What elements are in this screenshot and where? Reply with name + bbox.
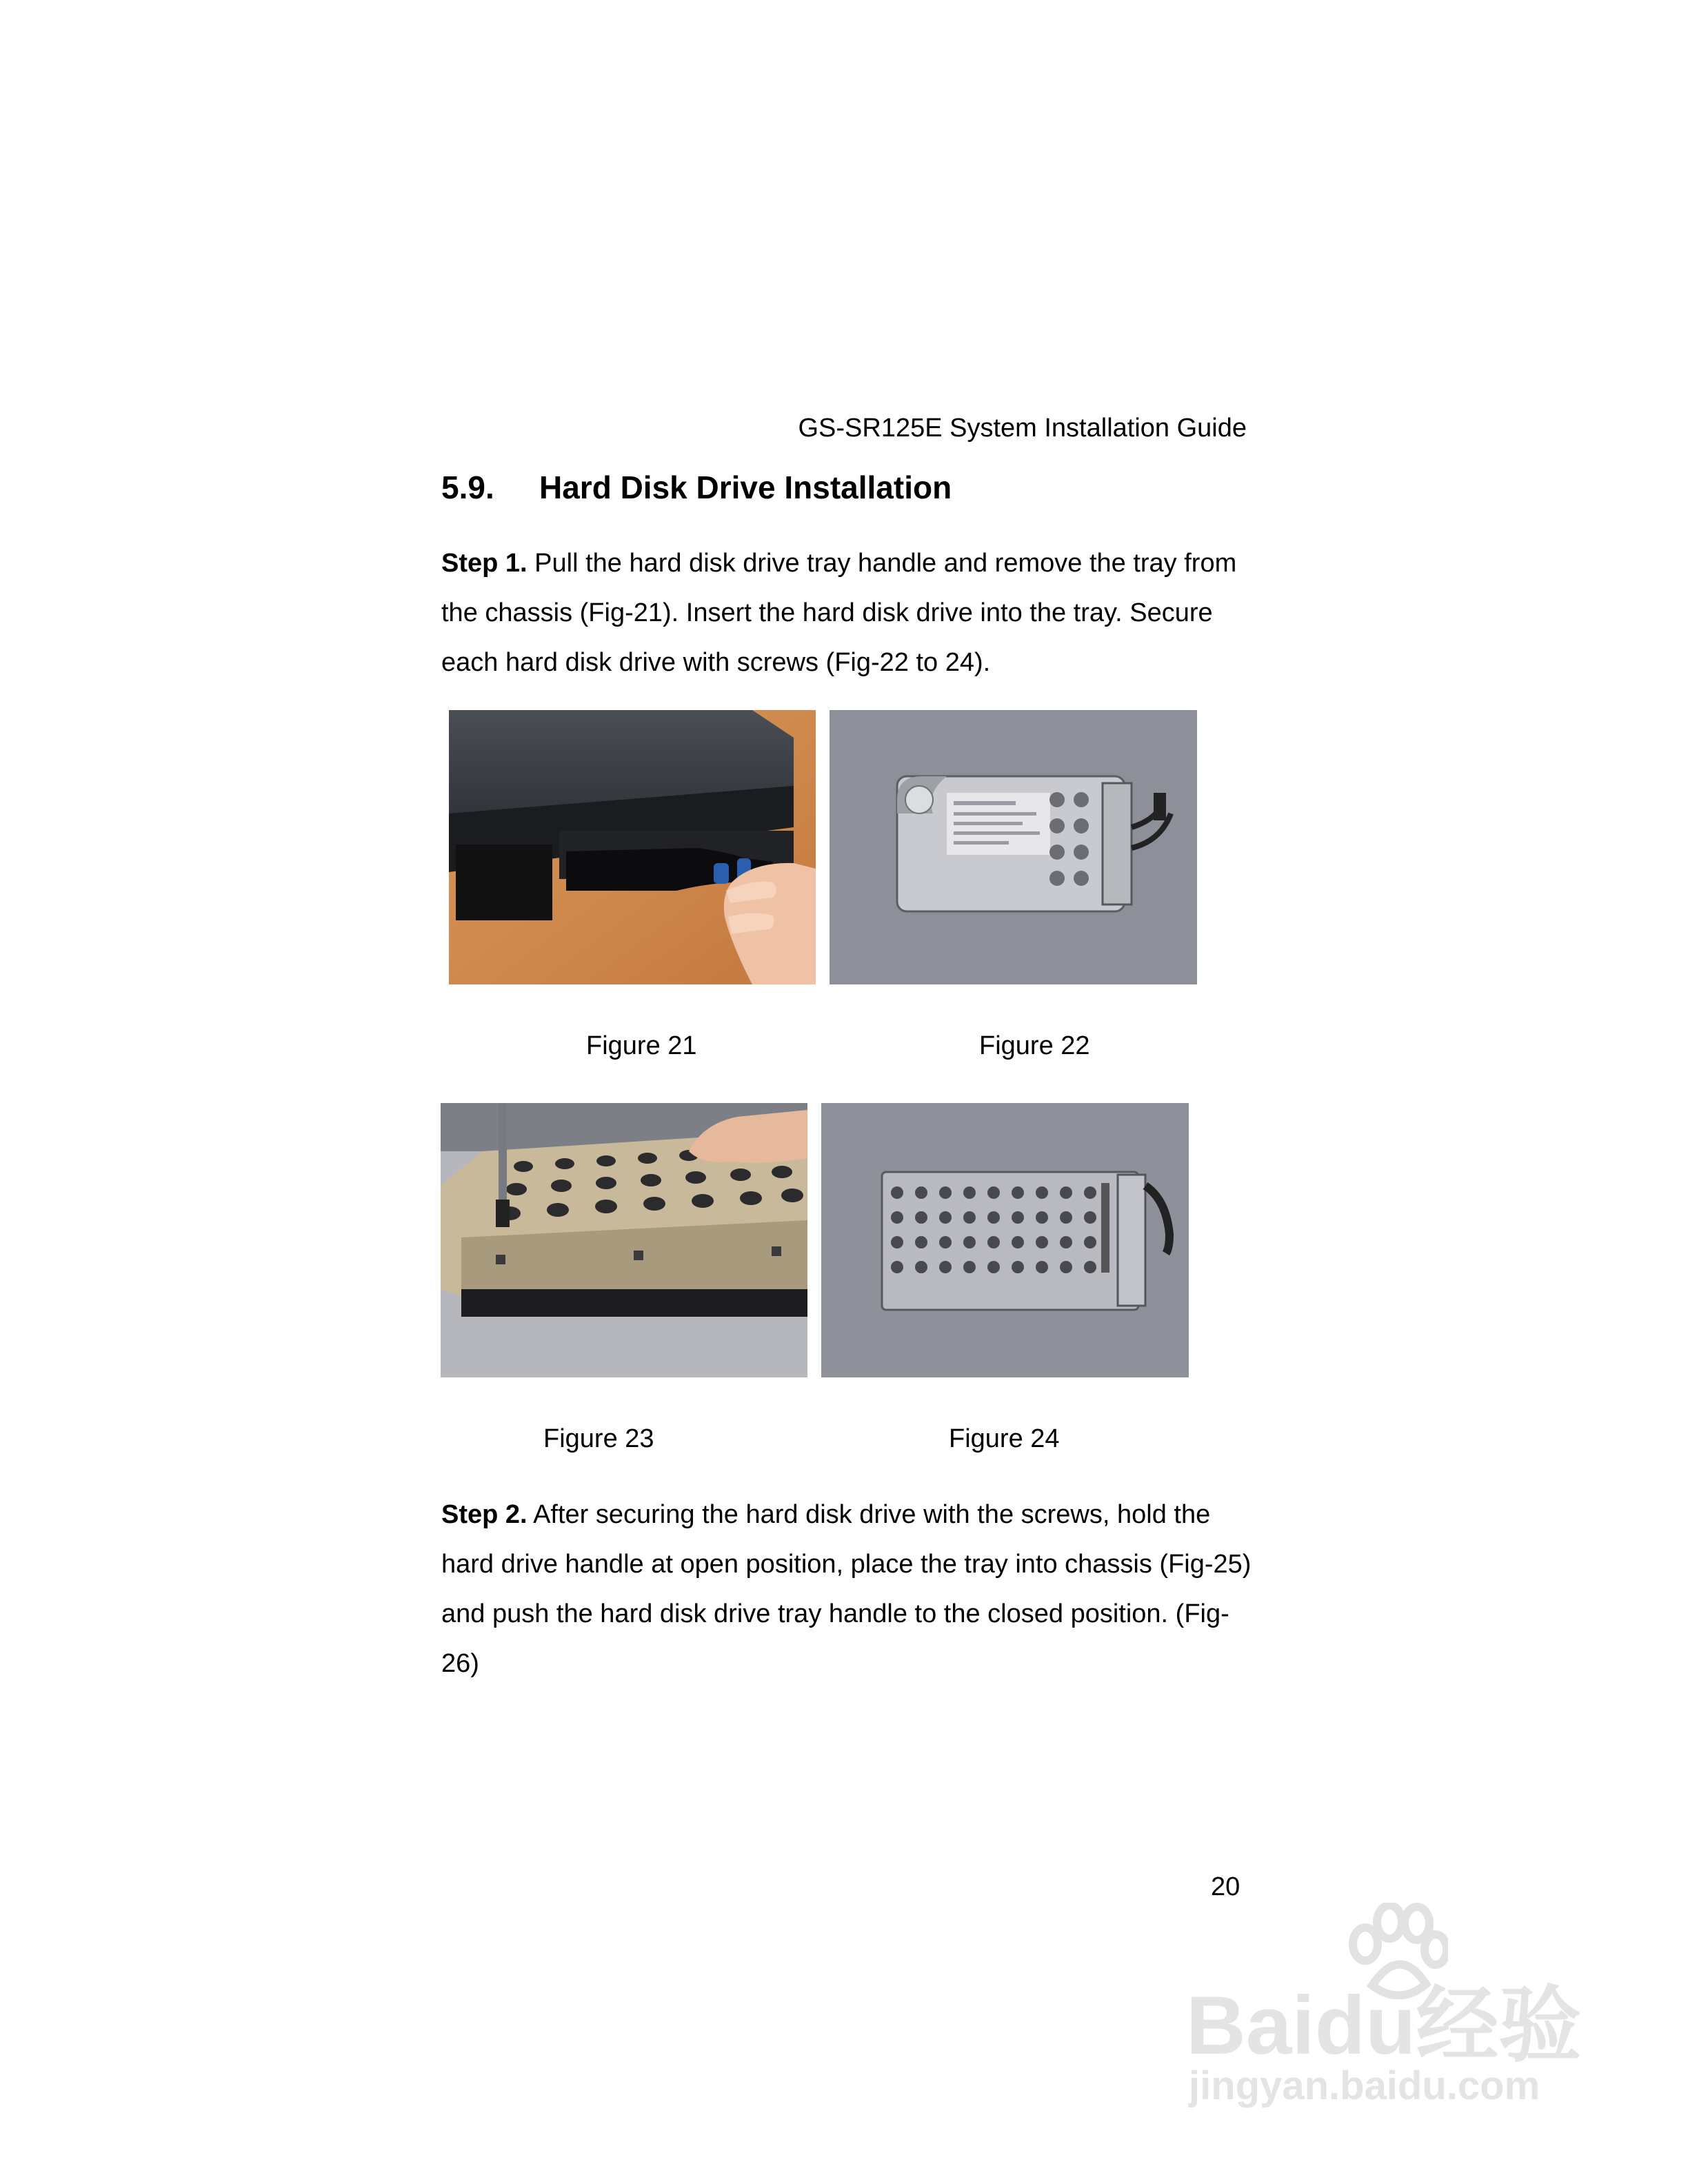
step-2-paragraph bbox=[441, 1490, 1255, 1688]
figure-21-photo bbox=[449, 710, 816, 984]
figure-23-photo bbox=[441, 1103, 807, 1377]
figure-21-caption: Figure 21 bbox=[586, 1031, 697, 1060]
step-1-label: Step 1. bbox=[441, 549, 528, 578]
figure-23-caption: Figure 23 bbox=[543, 1424, 654, 1453]
figure-22-caption: Figure 22 bbox=[979, 1031, 1090, 1060]
step-2-label: Step 2. bbox=[441, 1500, 528, 1529]
step-1-paragraph bbox=[441, 538, 1255, 687]
watermark-brand: Baidu经验 bbox=[1186, 1979, 1582, 2072]
section-number: 5.9. bbox=[441, 469, 494, 505]
step-2-text: After securing the hard disk drive with the screws, hold the hard drive handle at open position, place the tray into chassis (Fig-25) and push the hard disk drive tray handle to the closed position. (Fig-26) bbox=[441, 1500, 1252, 1678]
baidu-watermark bbox=[1186, 1903, 1600, 2130]
step-1-text: Pull the hard disk drive tray handle and remove the tray from the chassis (Fig-21). Insert the hard disk drive into the tray. Secure each hard disk drive with screws (Fig-22 to 24). bbox=[441, 549, 1237, 677]
watermark-url: jingyan.baidu.com bbox=[1189, 2063, 1540, 2108]
section-title: Hard Disk Drive Installation bbox=[539, 469, 952, 505]
figure-22-photo bbox=[830, 710, 1197, 984]
figure-24-photo bbox=[821, 1103, 1189, 1377]
figure-24-caption: Figure 24 bbox=[949, 1424, 1060, 1453]
running-header: GS-SR125E System Installation Guide bbox=[798, 414, 1247, 443]
page-number: 20 bbox=[1211, 1872, 1240, 1901]
